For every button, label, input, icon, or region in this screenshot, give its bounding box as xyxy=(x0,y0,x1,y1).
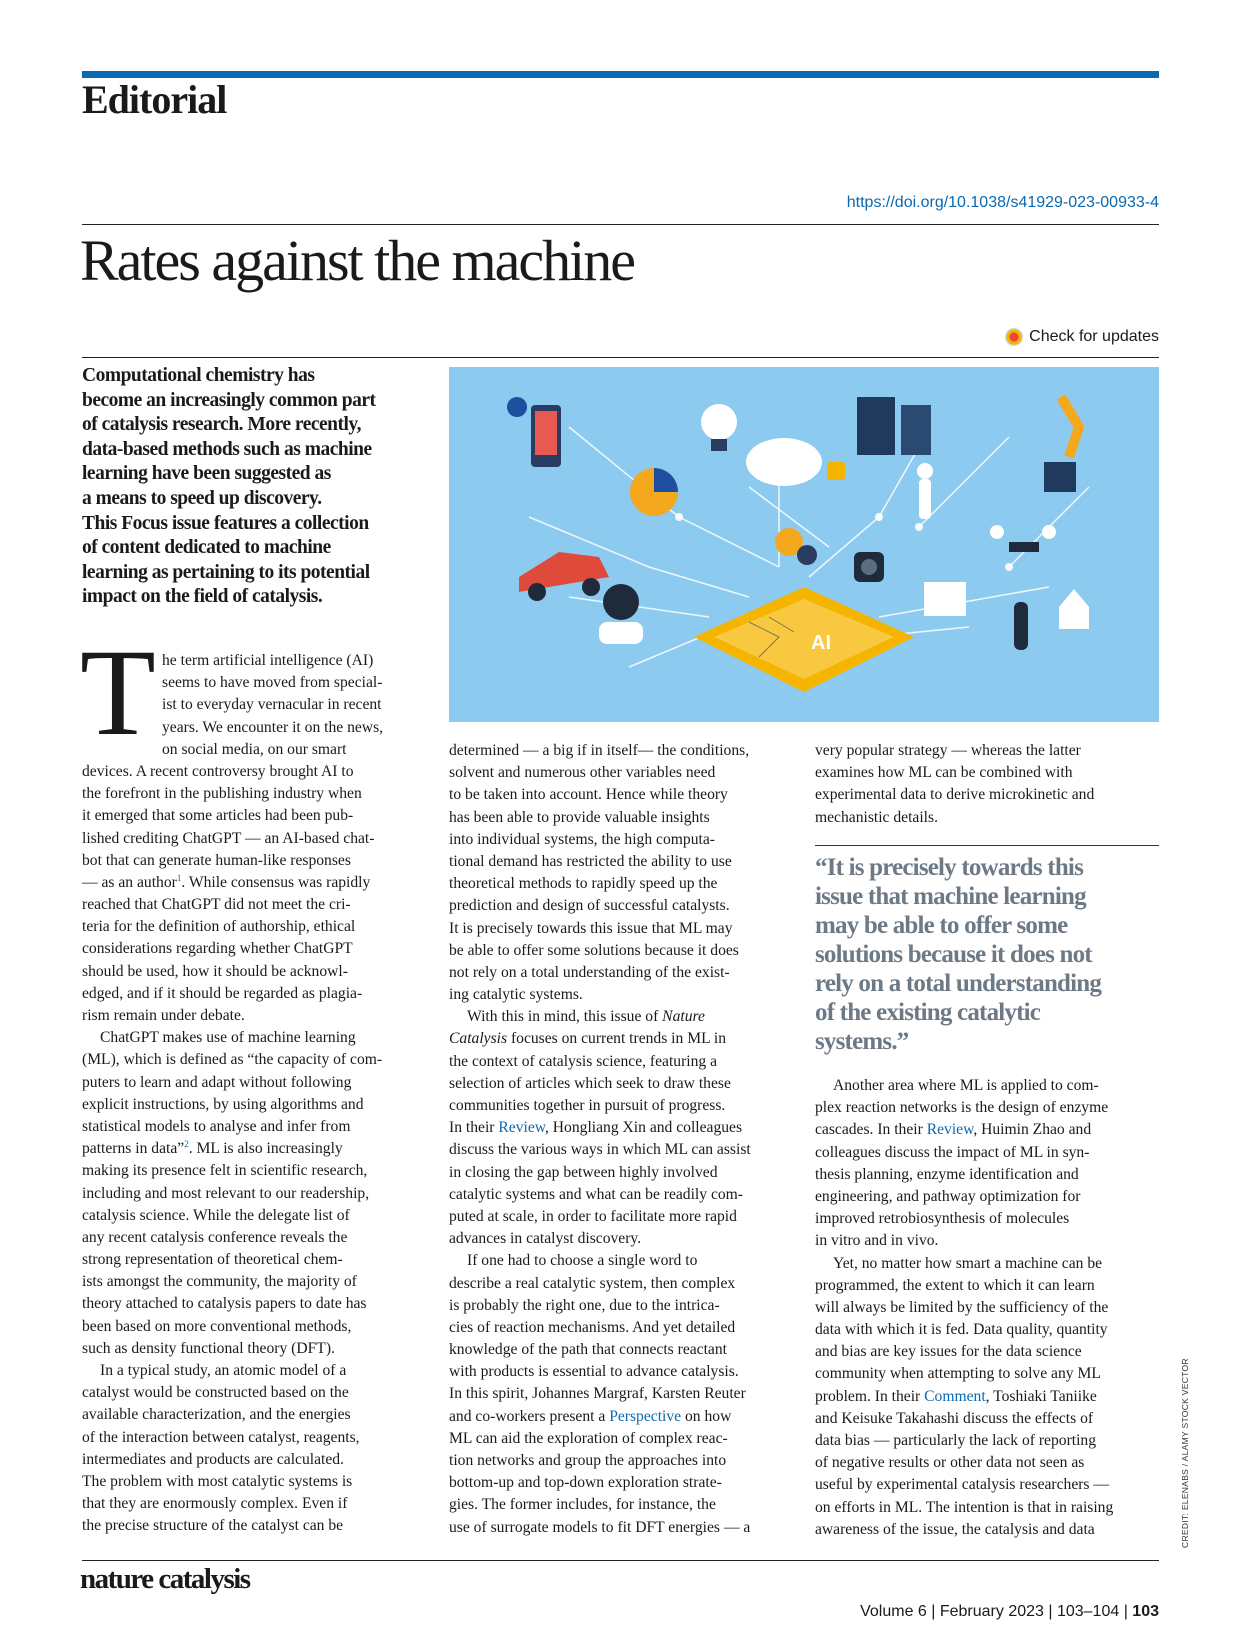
perspective-link[interactable]: Perspective xyxy=(609,1407,682,1425)
standfirst: Computational chemistry has become an increasingly common part of catalysis research. More recently, data-based methods such as machine learning have been suggested as a means to speed up discovery. This Focus issue features a collection of content dedicated to machine learning as pertaining to its potential impact on the field of catalysis. xyxy=(82,365,376,608)
drone-icon xyxy=(990,525,1056,552)
humanoid-robot-icon xyxy=(919,479,931,519)
drop-cap: T xyxy=(80,624,156,761)
smart-home-icon xyxy=(1059,589,1089,629)
page-number: 103 xyxy=(1132,1603,1159,1620)
title-rule xyxy=(82,224,1159,225)
crossmark-icon xyxy=(1005,328,1023,346)
comment-link[interactable]: Comment xyxy=(924,1387,986,1405)
ai-chip-label: AI xyxy=(811,632,831,654)
journal-name: nature catalysis xyxy=(80,1563,250,1595)
ai-network-graphic xyxy=(449,367,1159,722)
check-updates-label: Check for updates xyxy=(1029,328,1159,345)
footer-meta: Volume 6 | February 2023 | 103–104 | 103 xyxy=(860,1603,1159,1620)
robot-head-icon xyxy=(603,584,639,620)
server-icon xyxy=(857,397,895,455)
footer-rule xyxy=(82,1560,1159,1561)
body-column-1: he term artificial intelligence (AI) seems to have moved from special- ist to everyday vernacular in recent years. We encounter it on the news, on social media, on our smart devices. A recent controversy brought AI to the forefront in the publishing industry when it emerged that some articles had been pub- lished crediting ChatGPT — an AI-based chat- bot that can generate human-like responses — as an author$^1$. While consensus was rapidly reached that ChatGPT did not meet the cri- teria for the definition of authorship, ethical considerations regarding whether ChatGPT should be used, how it should be acknowl- edged, and if it should be regarded as plagia- rism remain under debate. ChatGPT makes use of machine learning (ML), which is defined as “the capacity of com- puters to learn and adapt without following explicit instructions, by using algorithms and statistical models to analyse and infer from patterns in data”$^2$. ML is also increasingly making its presence felt in scientific research, including and most relevant to our readership, catalysis science. While the delegate list of any recent catalysis conference reveals the strong representation of theoretical chem- ists amongst the community, the majority of theory attached to catalysis papers to date has been based on more conventional methods, such as density functional theory (DFT). In a typical study, an atomic model of a catalyst would be constructed based on the available characterization, and the energies of the interaction between catalyst, reagents, intermediates and products are calculated. The problem with most catalytic systems is that they are enormously complex. Even if the precise structure of the catalyst can be xyxy=(82,652,384,1535)
smart-speaker-icon xyxy=(1014,602,1028,650)
robot-arm-icon xyxy=(1061,397,1079,457)
check-updates-button[interactable] xyxy=(1005,328,1159,346)
ai-chip-icon xyxy=(694,587,914,692)
review-link-xin[interactable]: Review xyxy=(498,1119,545,1137)
cloud-icon xyxy=(746,438,822,486)
pull-quote: “It is precisely towards this issue that machine learning may be able to offer some solutions because it does not rely on a total understanding of the existing catalytic systems.” xyxy=(815,854,1102,1055)
review-link-zhao[interactable]: Review xyxy=(926,1121,974,1139)
header-divider xyxy=(82,357,1159,358)
lock-icon xyxy=(827,462,845,480)
doi-link[interactable]: https://doi.org/10.1038/s41929-023-00933-4 xyxy=(846,194,1159,211)
body-column-2: determined — a big if in itself— the conditions, solvent and numerous other variables need to be taken into account. Hence while theory has been able to provide valuable insights into individual systems, the high computa- tional demand has restricted the ability to use theoretical methods to rapidly speed up the prediction and design of successful catalysts. It is precisely towards this issue that ML may be able to offer some solutions because it does not rely on a total understanding of the exist- ing catalytic systems. With this in mind, this issue of Nature Catalysis focuses on current trends in ML in the context of catalysis science, featuring a selection of articles which seek to draw these communities together in pursuit of progress. In their Review, Hongliang Xin and colleagues discuss the various ways in which ML can assist in closing the gap between highly involved catalytic systems and what can be readily com- puted at scale, in order to facilitate more rapid advances in catalyst discovery. If one had to choose a single word to describe a real catalytic system, then complex is probably the right one, due to the intrica- cies of reaction mechanisms. And yet detailed knowledge of the path that connects reactant with products is essential to advance catalysis. In this spirit, Johannes Margraf, Karsten Reuter and co-workers present a Perspective on how ML can aid the exploration of complex reac- tion networks and group the approaches into bottom-up and top-down exploration strate- gies. The former includes, for instance, the use of surrogate models to fit DFT energies — a xyxy=(449,742,751,1536)
ai-illustration xyxy=(449,367,1159,722)
video-call-icon xyxy=(924,582,966,616)
pullquote-rule xyxy=(815,845,1159,846)
article-title: Rates against the machine xyxy=(80,228,634,293)
like-icon xyxy=(507,397,527,417)
lightbulb-icon xyxy=(701,404,737,440)
section-label: Editorial xyxy=(82,77,227,122)
ref-2[interactable]: 2 xyxy=(184,1138,189,1149)
body-column-3-top: very popular strategy — whereas the latter examines how ML can be combined with experimental data to derive microkinetic and mechanistic details. xyxy=(815,742,1095,826)
body-column-3-bottom: Another area where ML is applied to com- plex reaction networks is the design of enzyme cascades. In their Review, Huimin Zhao and colleagues discuss the impact of ML in syn- thesis planning, enzyme identification and engineering, and pathway optimization for improved retrobiosynthesis of molecules in vitro and in vivo. Yet, no matter how smart a machine can be programmed, the extent to which it can learn will always be limited by the sufficiency of the data with which it is fed. Data quality, quantity and bias are key issues for the data science community when attempting to solve any ML problem. In their Comment, Toshiaki Taniike and Keisuke Takahashi discuss the effects of data bias — particularly the lack of reporting of negative results or other data not seen as useful by experimental catalysis researchers — on efforts in ML. The intention is that in raising awareness of the issue, the catalysis and data xyxy=(815,1077,1114,1538)
ref-1[interactable]: 1 xyxy=(176,872,182,883)
image-credit: CREDIT: ELENABS / ALAMY STOCK VECTOR xyxy=(1180,1358,1190,1548)
header-top-rule xyxy=(82,71,1159,78)
